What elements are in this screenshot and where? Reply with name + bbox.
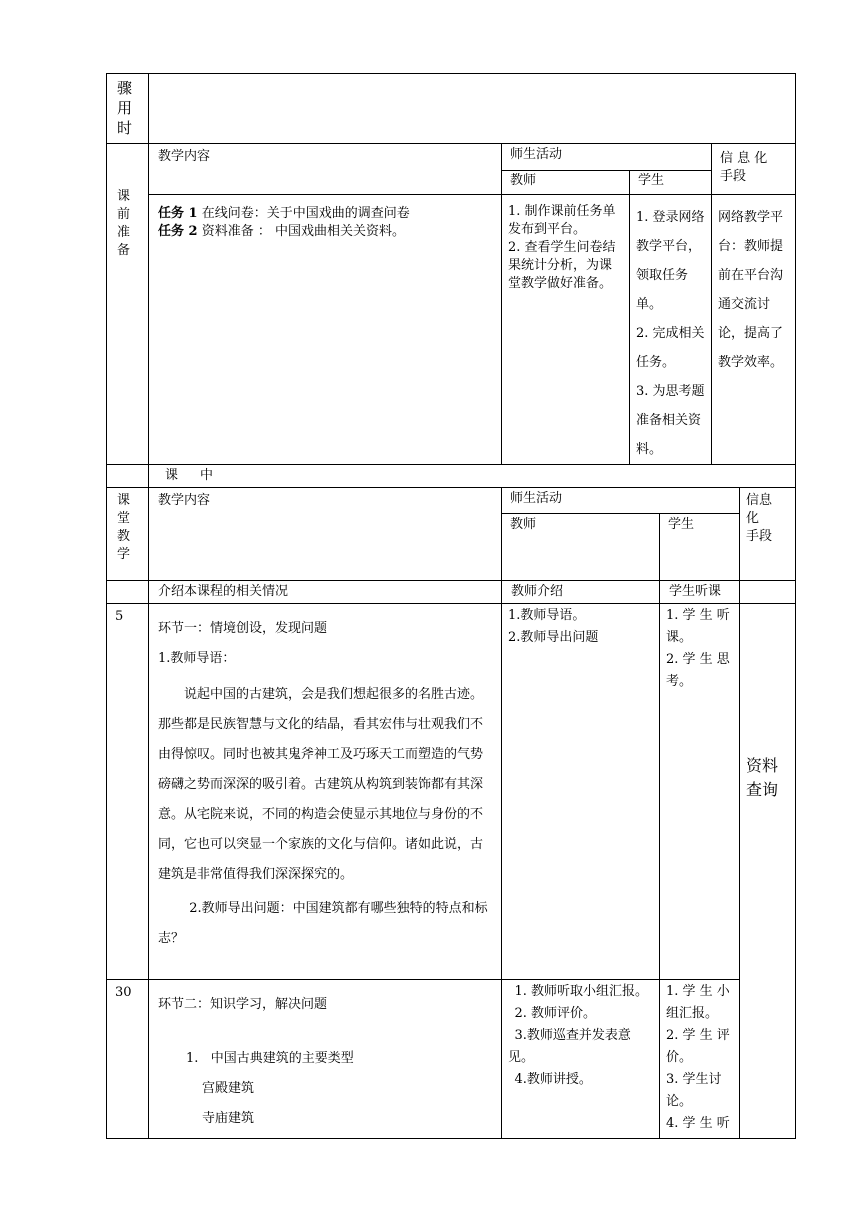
step1-content	[149, 604, 502, 980]
step2-student	[660, 980, 740, 1139]
step1-teacher-item: 2.教师导出问题	[508, 630, 599, 645]
empty-top-cell	[149, 74, 796, 144]
step1-sub1: 1.教师导语：	[158, 651, 236, 666]
time-label-cell	[107, 74, 149, 144]
pre-activity-header: 师生活动	[502, 144, 712, 171]
in-info-text: 化	[746, 511, 760, 526]
step2-student-item: 4. 学 生 听	[666, 1116, 730, 1131]
task-1-text: 在线问卷：关于中国戏曲的调查问卷	[197, 206, 410, 221]
pre-student-item: 2. 完成相关任务。	[636, 326, 705, 370]
in-class-char: 学	[117, 547, 131, 562]
step2-student-item: 2. 学 生 评价。	[666, 1028, 730, 1065]
in-class-char: 堂	[117, 511, 131, 526]
pre-info-header: 信 息 化 手段	[712, 144, 796, 195]
in-teacher-header: 教师	[502, 514, 660, 581]
divider-char: 课	[165, 468, 179, 483]
task-2	[158, 223, 493, 241]
intro-time-cell	[107, 581, 149, 604]
in-info-text: 信息	[746, 493, 773, 508]
pre-class-char: 准	[117, 225, 131, 240]
in-class-label	[107, 488, 149, 581]
in-activity-header: 师生活动	[502, 488, 740, 514]
divider-char: 中	[200, 468, 214, 483]
in-class-char: 课	[117, 493, 131, 508]
step2-teacher-item: 2. 教师评价。	[514, 1006, 597, 1021]
divider-left-cell	[107, 465, 149, 488]
step1-student-item: 1. 学 生 听课。	[666, 608, 730, 645]
intro-info-cell	[740, 581, 796, 604]
step1-teacher	[502, 604, 660, 980]
info-resource-text: 资料	[746, 756, 779, 775]
step2-teacher-item: 4.教师讲授。	[514, 1072, 592, 1087]
step2-content	[149, 980, 502, 1139]
pre-class-char: 备	[117, 243, 131, 258]
pre-info-cell	[712, 195, 796, 465]
step1-student-item: 2. 学 生 思考。	[666, 652, 730, 689]
in-info-text: 手段	[746, 529, 773, 544]
pre-class-label	[107, 144, 149, 465]
pre-content-header: 教学内容	[149, 144, 502, 195]
in-student-header: 学生	[660, 514, 740, 581]
pre-teacher-header: 教师	[502, 171, 630, 195]
step2-teacher	[502, 980, 660, 1139]
pre-class-char: 前	[117, 207, 131, 222]
task-1	[158, 205, 493, 223]
pre-tasks-cell	[149, 195, 502, 465]
step1-teacher-item: 1.教师导语。	[508, 608, 586, 623]
in-class-divider	[149, 465, 796, 488]
step1-student	[660, 604, 740, 980]
info-resource-cell	[740, 604, 796, 1139]
intro-teacher: 教师介绍	[502, 581, 660, 604]
in-class-char: 教	[117, 529, 131, 544]
task-1-label: 任务 1	[158, 206, 198, 221]
step1-paragraph: 说起中国的古建筑，会是我们想起很多的名胜古迹。那些都是民族智慧与文化的结晶，看其宏伟与壮观我们不由得惊叹。同时也被其鬼斧神工及巧琢天工而塑造的气势磅礴之势而深深的吸引着。古建筑从构筑到装饰都有其深意。从宅院来说，不同的构造会使显示其地位与身份的不同，它也可以突显一个家族的文化与信仰。诸如此说，古建筑是非常值得我们深深探究的。	[158, 687, 484, 882]
pre-student-item: 3. 为思考题准备相关资料。	[636, 384, 705, 457]
in-info-header	[740, 488, 796, 581]
step1-title: 环节一：情境创设，发现问题	[158, 621, 328, 636]
pre-student-activity	[630, 195, 712, 465]
step2-teacher-item: 3.教师巡查并发表意见。	[508, 1028, 631, 1065]
intro-content: 介绍本课程的相关情况	[149, 581, 502, 604]
pre-teacher-item: 2. 查看学生问卷结果统计分析，为课堂教学做好准备。	[508, 240, 616, 291]
pre-teacher-activity	[502, 195, 630, 465]
intro-student: 学生听课	[660, 581, 740, 604]
step2-student-item: 1. 学 生 小组汇报。	[666, 984, 730, 1021]
task-2-label: 任务 2	[158, 224, 198, 239]
step2-teacher-item: 1. 教师听取小组汇报。	[514, 984, 649, 999]
step1-sub2: 2.教师导出问题：中国建筑都有哪些独特的特点和标志？	[158, 901, 488, 946]
pre-student-header: 学生	[630, 171, 712, 195]
step2-sub1: 1. 中国古典建筑的主要类型	[186, 1051, 354, 1066]
step2-time: 30	[107, 980, 149, 1139]
step2-student-item: 3. 学生讨论。	[666, 1072, 722, 1109]
task-2-text: 资料准备 ： 中国戏曲相关关资料。	[197, 224, 405, 239]
info-resource-text: 查询	[746, 780, 779, 799]
step2-title: 环节二：知识学习，解决问题	[158, 997, 328, 1012]
time-label-text: 骤 用 时	[117, 79, 133, 137]
in-content-header: 教学内容	[149, 488, 502, 581]
step1-time: 5	[107, 604, 149, 980]
lesson-plan-table	[106, 73, 796, 1139]
pre-student-item: 1. 登录网络教学平台，领取任务单。	[636, 210, 705, 312]
step2-type-2: 寺庙建筑	[202, 1111, 255, 1126]
step2-type-1: 宫殿建筑	[202, 1081, 255, 1096]
pre-teacher-item: 1. 制作课前任务单发布到平台。	[508, 204, 616, 237]
pre-info-text: 网络教学平台：教师提前在平台沟通交流讨论，提高了教学效率。	[718, 210, 784, 370]
pre-class-char: 课	[117, 189, 131, 204]
